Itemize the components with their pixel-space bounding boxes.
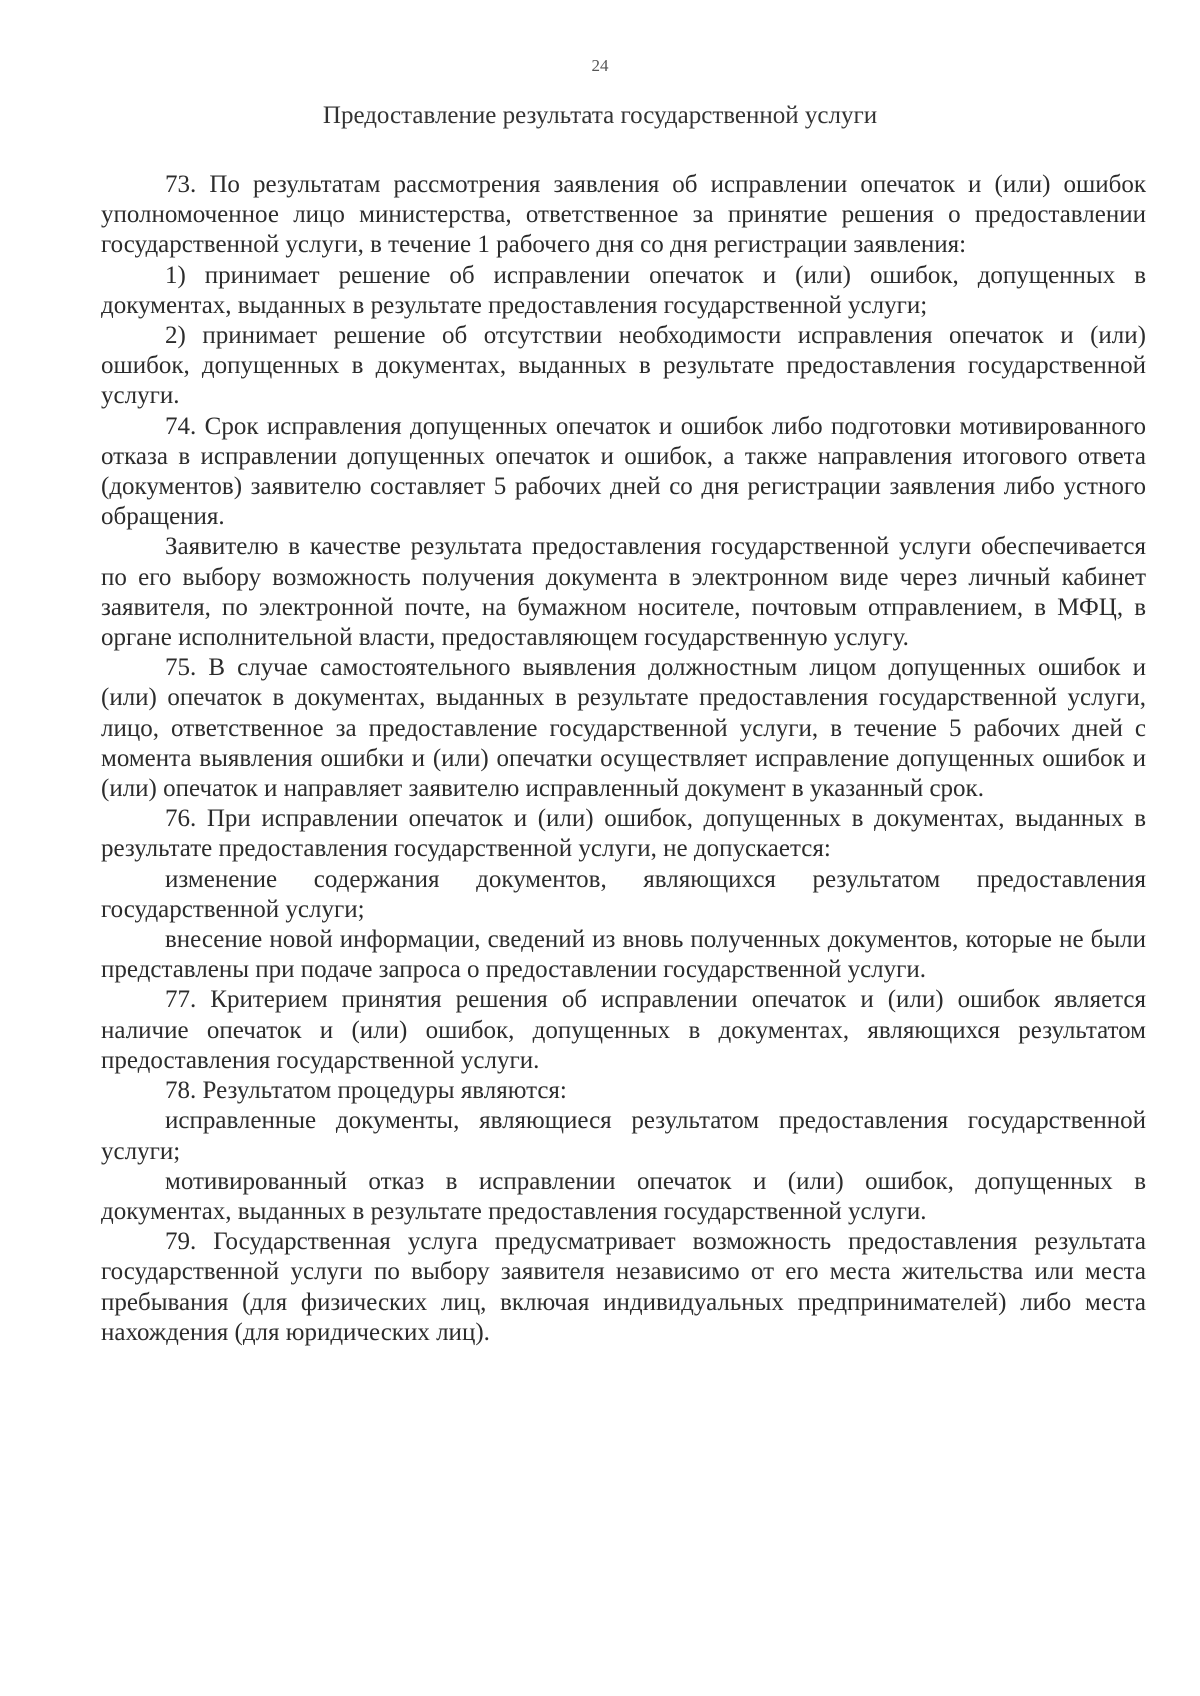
paragraph-78-item-1: исправленные документы, являющиеся результатом предоставления государственной услуги; — [101, 1107, 1146, 1165]
paragraph-78-item-2: мотивированный отказ в исправлении опечаток и (или) ошибок, допущенных в документах, выданных в результате предоставления государственной услуги. — [101, 1167, 1146, 1225]
paragraph-74: 74. Срок исправления допущенных опечаток и ошибок либо подготовки мотивированного отказа в исправлении допущенных опечаток и ошибок, а также направления итогового ответа (документов) заявителю составляет 5 рабочих дней со дня регистрации заявления либо устного обращения. — [101, 412, 1146, 531]
section-heading: Предоставление результата государственной услуги — [322, 102, 878, 129]
paragraph-76-item-2: внесение новой информации, сведений из вновь полученных документов, которые не были представлены при подаче запроса о предоставлении государственной услуги. — [101, 926, 1146, 984]
paragraph-74-continued: Заявителю в качестве результата предоставления государственной услуги обеспечивается по его выбору возможность получения документа в электронном виде через личный кабинет заявителя, по электронной почте, на бумажном носителе, почтовым отправлением, в МФЦ, в органе исполнительной власти, предоставляющем государственную услугу. — [101, 533, 1146, 652]
paragraph-76-item-1: изменение содержания документов, являющихся результатом предоставления государственной услуги; — [101, 865, 1146, 923]
paragraph-73-item-1: 1) принимает решение об исправлении опечаток и (или) ошибок, допущенных в документах, выданных в результате предоставления государственной услуги; — [101, 261, 1146, 319]
paragraph-77: 77. Критерием принятия решения об исправлении опечаток и (или) ошибок является наличие опечаток и (или) ошибок, допущенных в документах, являющихся результатом предоставления государственной услуги. — [101, 986, 1146, 1074]
paragraph-76: 76. При исправлении опечаток и (или) ошибок, допущенных в документах, выданных в результате предоставления государственной услуги, не допускается: — [101, 805, 1146, 863]
paragraph-78: 78. Результатом процедуры являются: — [165, 1077, 567, 1105]
paragraph-79: 79. Государственная услуга предусматривает возможность предоставления результата государственной услуги по выбору заявителя независимо от его места жительства или места пребывания (для физических лиц, включая индивидуальных предпринимателей) либо места нахождения (для юридических лиц). — [101, 1228, 1146, 1346]
paragraph-73: 73. По результатам рассмотрения заявления об исправлении опечаток и (или) ошибок уполномоченное лицо министерства, ответственное за принятие решения о предоставлении государственной услуги, в течение 1 рабочего дня со дня регистрации заявления: — [101, 171, 1146, 259]
paragraph-75: 75. В случае самостоятельного выявления должностным лицом допущенных ошибок и (или) опечаток в документах, выданных в результате предоставления государственной услуги, лицо, ответственное за предоставление государственной услуги, в течение 5 рабочих дней с момента выявления ошибки и (или) опечатки осуществляет исправление допущенных ошибок и (или) опечаток и направляет заявителю исправленный документ в указанный срок. — [101, 654, 1146, 803]
page-number: 24 — [591, 56, 609, 75]
document-body — [101, 170, 1146, 1348]
paragraph-73-item-2: 2) принимает решение об отсутствии необходимости исправления опечаток и (или) ошибок, допущенных в документах, выданных в результате предоставления государственной услуги. — [101, 322, 1146, 410]
